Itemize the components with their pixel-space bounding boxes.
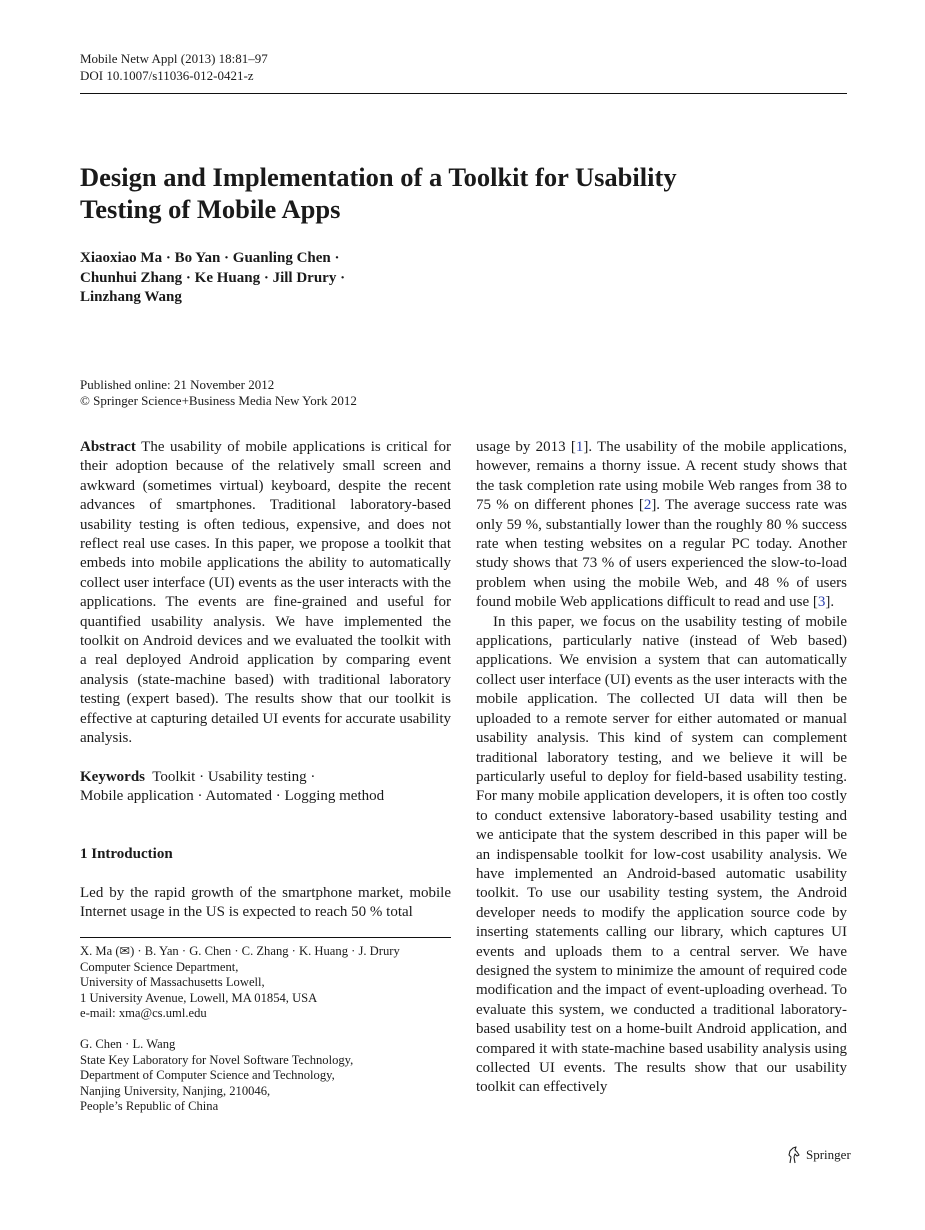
intro-paragraph-2: In this paper, we focus on the usability testing of mobile applications, particularly native (instead of Web based) applications. We envision a system that can automatically collect user interface (UI) events as the user interacts with the mobile application. The collected UI data will then be uploaded to a remote server for either automated or manual usability analysis. This kind of system can complement traditional laboratory testing, and we believe it will be particularly useful to deploy for field-based usability testing. For many mobile application developers, it is often too costly to conduct extensive laboratory-based usability testing and we anticipate that the system described in this paper will be an indispensable toolkit for low-cost usability analysis. We have implemented an Android-based automatic usability toolkit. To use our usability testing system, the Android developer needs to modify the application source code by inserting statements calling our library, which captures UI events and uploads them to a central server. We have designed the system to minimize the amount of required code modification and the impact of event-uploading overhead. To evaluate this system, we conducted a traditional laboratory-based usability test on a home-built Android application, and compared it with state-machine based usability analysis using collected UI events. The results show that our usability toolkit can effectively — [476, 613, 847, 1096]
copyright: © Springer Science+Business Media New York 2012 — [80, 393, 357, 408]
fn1-email[interactable]: e-mail: xma@cs.uml.edu — [80, 1006, 207, 1021]
intro-p1-c: ]. The average success rate was only 59 %, substantially lower than the roughly 80 % success rate when testing websites on a regular PC today. Another study shows that 73 % of users experienced the slow-to-load problem when using the mobile Web, and 48 % of users found mobile Web applications difficult to read and use [ — [476, 497, 847, 611]
title-line-1: Design and Implementation of a Toolkit for Usability — [80, 162, 677, 192]
author-list — [80, 249, 480, 308]
fn2-department: Department of Computer Science and Technology, — [80, 1068, 335, 1083]
published-date: Published online: 21 November 2012 — [80, 377, 275, 392]
header-rule — [80, 93, 847, 94]
citation-link-2[interactable]: 2 — [643, 497, 652, 514]
publisher-logo — [786, 1146, 851, 1164]
running-header — [80, 50, 268, 84]
title-line-2: Testing of Mobile Apps — [80, 194, 341, 224]
right-column — [476, 438, 847, 1098]
affiliation-footnote-2 — [80, 1037, 460, 1115]
citation-link-1[interactable]: 1 — [575, 439, 584, 455]
paper-title — [80, 161, 780, 225]
publisher-name: Springer — [806, 1147, 851, 1162]
section-heading-introduction: 1 Introduction — [80, 846, 173, 862]
fn1-address: 1 University Avenue, Lowell, MA 01854, USA — [80, 990, 318, 1005]
doi: DOI 10.1007/s11036-012-0421-z — [80, 68, 254, 83]
fn1-authors: X. Ma (✉) · B. Yan · G. Chen · C. Zhang · K. Huang · J. Drury — [80, 944, 400, 958]
springer-horse-icon — [786, 1146, 802, 1164]
fn2-university: Nanjing University, Nanjing, 210046, — [80, 1083, 271, 1098]
intro-p1-d: ]. — [825, 594, 835, 611]
intro-p1-a: usage by 2013 [ — [476, 439, 576, 455]
keywords-line-1: Toolkit · Usability testing · — [152, 768, 316, 785]
abstract — [80, 438, 451, 749]
fn1-department: Computer Science Department, — [80, 959, 239, 974]
journal-citation: Mobile Netw Appl (2013) 18:81–97 — [80, 51, 268, 66]
author-line-1: Xiaoxiao Ma · Bo Yan · Guanling Chen · — [80, 250, 340, 266]
author-line-2: Chunhui Zhang · Ke Huang · Jill Drury · — [80, 269, 346, 286]
fn2-authors: G. Chen · L. Wang — [80, 1037, 176, 1051]
footnote-rule — [80, 937, 451, 938]
fn2-country: People’s Republic of China — [80, 1099, 219, 1114]
affiliation-footnote-1 — [80, 944, 460, 1022]
citation-link-3[interactable]: 3 — [817, 594, 826, 611]
intro-p1-b: ]. The usability of the mobile applications, however, remains a thorny issue. A recent study shows that the task completion rate using mobile Web ranges from 38 to 75 % on different phones [ — [476, 439, 847, 514]
left-column — [80, 438, 451, 806]
abstract-text: The usability of mobile applications is critical for their adoption because of the relatively small screen and awkward (sometimes virtual) keyboard, despite the recent advances of smartphones. Traditional laboratory-based usability testing is often tedious, expensive, and does not reflect real use cases. In this paper, we propose a toolkit that embeds into mobile applications the ability to automatically collect user interface (UI) events as the user interacts with the applications. The events are fine-grained and useful for quantified usability analysis. We have implemented the toolkit on Android devices and we evaluated the toolkit with a real deployed Android application by comparing event analysis (state-machine based) with traditional laboratory testing (expert based). The results show that our toolkit is effective at capturing detailed UI events for accurate usability analysis. — [80, 439, 451, 747]
keywords-label: Keywords — [80, 768, 145, 785]
intro-text-left: Led by the rapid growth of the smartphone market, mobile Internet usage in the US is expected to reach 50 % total — [80, 885, 451, 921]
keywords — [80, 768, 451, 807]
keywords-line-2: Mobile application · Automated · Logging method — [80, 787, 385, 804]
fn1-university: University of Massachusetts Lowell, — [80, 975, 265, 990]
publication-info — [80, 377, 357, 409]
fn2-lab: State Key Laboratory for Novel Software Technology, — [80, 1052, 354, 1067]
author-line-3: Linzhang Wang — [80, 289, 182, 305]
intro-paragraph-1 — [476, 438, 847, 613]
abstract-label: Abstract — [80, 439, 136, 455]
